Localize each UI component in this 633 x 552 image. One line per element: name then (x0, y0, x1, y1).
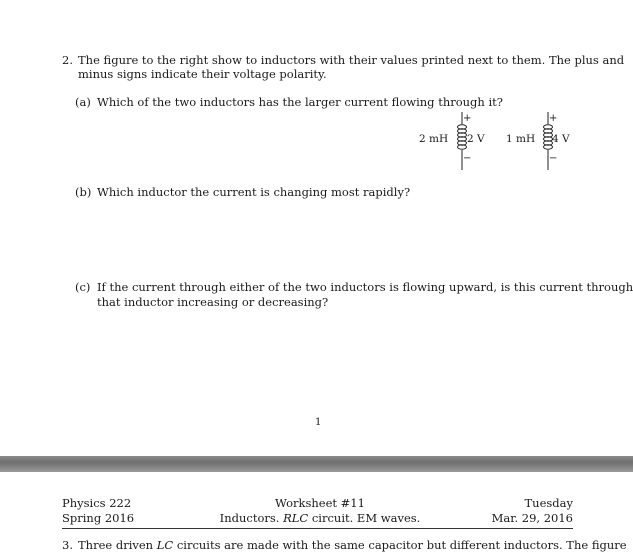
page-number: 1 (315, 417, 322, 428)
header-course: Physics 222 (62, 496, 132, 510)
header-day: Tuesday (524, 496, 573, 510)
inductor-1-minus: − (463, 153, 472, 164)
inductor-1-inductance: 2 mH (419, 133, 449, 145)
header-topics: Inductors. RLC circuit. EM waves. (219, 511, 421, 525)
part-a-label: (a) (75, 95, 91, 109)
part-c-question-line2: that inductor increasing or decreasing? (97, 295, 329, 309)
page-separator (0, 456, 633, 472)
problem-2-text-line2: minus signs indicate their voltage polarity. (78, 67, 327, 81)
header-rule (62, 528, 573, 529)
problem-2-number: 2. (62, 53, 73, 67)
part-a-question: Which of the two inductors has the larger current flowing through it? (97, 95, 503, 109)
worksheet-page-2 (0, 472, 633, 551)
problem-3-number: 3. (62, 538, 73, 552)
inductor-2-minus: − (549, 153, 558, 164)
header-worksheet: Worksheet #11 (275, 496, 365, 510)
inductor-2-voltage: 4 V (552, 133, 570, 145)
inductor-1-plus: + (463, 113, 472, 124)
inductor-2-plus: + (549, 113, 558, 124)
header-term: Spring 2016 (62, 511, 135, 525)
part-c-question-line1: If the current through either of the two inductors is flowing upward, is this current through (97, 280, 633, 294)
header-date: Mar. 29, 2016 (491, 511, 573, 525)
problem-3-text: Three driven LC circuits are made with the same capacitor but different inductors. The figure (78, 538, 627, 552)
inductor-1-voltage: 2 V (467, 133, 485, 145)
inductor-2-inductance: 1 mH (506, 133, 536, 145)
problem-2-text-line1: The figure to the right show to inductors with their values printed next to them. The plus and (78, 53, 625, 67)
part-b-question: Which inductor the current is changing most rapidly? (97, 185, 411, 199)
part-b-label: (b) (75, 185, 92, 199)
part-c-label: (c) (75, 280, 91, 294)
